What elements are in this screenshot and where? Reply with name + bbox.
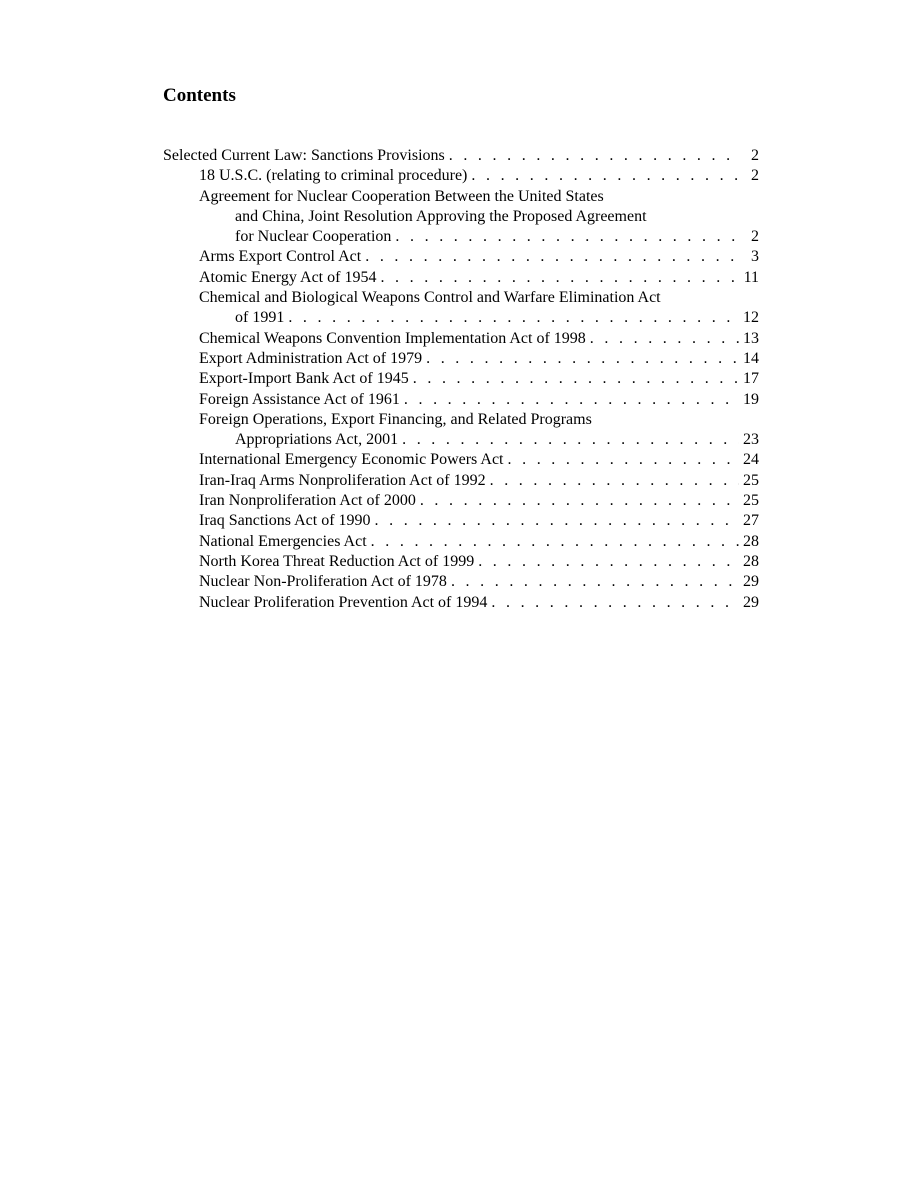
toc-page-number: 2 (751, 228, 759, 246)
toc-entry-line (199, 410, 759, 430)
toc-dot-leader (491, 593, 739, 613)
toc-page-number: 13 (743, 329, 759, 347)
toc-page-number: 29 (743, 593, 759, 611)
toc-page-number: 28 (743, 532, 759, 550)
toc-dot-leader (508, 450, 740, 470)
toc-entry-line (199, 511, 759, 531)
toc-dot-leader (395, 227, 739, 247)
toc-entry-line (199, 308, 759, 328)
toc-entry-title: Iran Nonproliferation Act of 2000 (199, 492, 416, 510)
toc-entry-title: Iraq Sanctions Act of 1990 (199, 512, 371, 530)
toc-page-number: 28 (743, 552, 759, 570)
toc-entry (199, 491, 759, 511)
toc-page-number: 27 (743, 512, 759, 530)
toc-entry (199, 349, 759, 369)
toc-dot-leader (288, 308, 739, 328)
toc-entry-line (199, 288, 759, 308)
toc-entry-title: Chemical and Biological Weapons Control and Warfare Elimination Act (199, 289, 661, 307)
toc-entry-title: Appropriations Act, 2001 (235, 431, 399, 449)
toc-entry-line (199, 450, 759, 470)
toc-dot-leader (375, 511, 739, 531)
toc-entry-title: National Emergencies Act (199, 532, 367, 550)
toc-dot-leader (426, 349, 739, 369)
toc-entry-title: Arms Export Control Act (199, 248, 362, 266)
toc-entry-title: International Emergency Economic Powers Act (199, 451, 504, 469)
toc-entry (163, 146, 759, 166)
toc-entry (199, 450, 759, 470)
toc-entry-title: Foreign Operations, Export Financing, and Related Programs (199, 410, 592, 428)
toc-entry-title: North Korea Threat Reduction Act of 1999 (199, 552, 475, 570)
toc-entry (199, 369, 759, 389)
toc-entry-title: and China, Joint Resolution Approving the Proposed Agreement (235, 207, 647, 225)
toc-dot-leader (371, 532, 739, 552)
toc-entry-title: Foreign Assistance Act of 1961 (199, 390, 400, 408)
toc-entry-line (199, 532, 759, 552)
toc-page-number: 17 (743, 370, 759, 388)
toc-entry-title: Export-Import Bank Act of 1945 (199, 370, 409, 388)
toc-entry-line (199, 349, 759, 369)
toc-dot-leader (402, 430, 739, 450)
toc-dot-leader (420, 491, 739, 511)
toc-page-number: 2 (751, 167, 759, 185)
toc-entry-line (163, 146, 759, 166)
toc-entry-title: Selected Current Law: Sanctions Provisions (163, 147, 445, 164)
toc-dot-leader (451, 572, 739, 592)
toc-entry (199, 166, 759, 186)
toc-entry-line (199, 247, 759, 267)
toc-page-number: 11 (743, 268, 759, 286)
toc-dot-leader (449, 146, 739, 166)
toc-page-number: 2 (751, 147, 759, 164)
toc-entry-title: for Nuclear Cooperation (235, 228, 392, 246)
toc-entry-title: Iran-Iraq Arms Nonproliferation Act of 1992 (199, 471, 486, 489)
toc-entry (199, 471, 759, 491)
toc-page-number: 12 (743, 309, 759, 327)
toc-entry (199, 329, 759, 349)
toc-entry (199, 288, 759, 329)
toc-dot-leader (380, 268, 739, 288)
toc-dot-leader (404, 390, 739, 410)
toc-entry (199, 187, 759, 248)
toc-entry (199, 552, 759, 572)
toc-entry (199, 247, 759, 267)
toc-dot-leader (478, 552, 739, 572)
toc-dot-leader (365, 247, 739, 267)
toc-page-number: 25 (743, 492, 759, 510)
toc-entry (199, 390, 759, 410)
toc-page-number: 3 (751, 248, 759, 266)
toc-entry-line (199, 491, 759, 511)
toc-entry (199, 572, 759, 592)
toc-entry-title: Nuclear Non-Proliferation Act of 1978 (199, 573, 447, 591)
toc-entry (199, 268, 759, 288)
toc-entry-title: Chemical Weapons Convention Implementation Act of 1998 (199, 329, 586, 347)
toc-entry-title: of 1991 (235, 309, 285, 327)
toc-entry-line (199, 552, 759, 572)
toc-entry (199, 410, 759, 451)
toc-page-number: 19 (743, 390, 759, 408)
toc-entry-line (199, 329, 759, 349)
toc-page-number: 25 (743, 471, 759, 489)
toc-dot-leader (490, 471, 739, 491)
toc-entry-title: Nuclear Proliferation Prevention Act of 1994 (199, 593, 488, 611)
toc-entry-title: Export Administration Act of 1979 (199, 349, 423, 367)
toc-entry-title: Agreement for Nuclear Cooperation Between the United States (199, 187, 604, 205)
toc-entry-line (199, 572, 759, 592)
toc-entry-line (199, 207, 759, 227)
toc-entry-title: 18 U.S.C. (relating to criminal procedure) (199, 167, 468, 185)
toc-entry (199, 511, 759, 531)
toc-entry-line (199, 593, 759, 613)
toc-page-number: 29 (743, 573, 759, 591)
toc-dot-leader (590, 329, 739, 349)
toc-dot-leader (471, 166, 739, 186)
toc-page-number: 24 (743, 451, 759, 469)
toc-entry-line (199, 187, 759, 207)
contents-heading: Contents (163, 85, 236, 106)
toc-entry-line (199, 227, 759, 247)
toc-entry-line (199, 369, 759, 389)
toc-entry-line (199, 430, 759, 450)
toc-entry (199, 593, 759, 613)
toc-page-number: 14 (743, 349, 759, 367)
toc-page-number: 23 (743, 431, 759, 449)
toc-entry-line (199, 166, 759, 186)
toc-entry-line (199, 390, 759, 410)
toc-dot-leader (413, 369, 739, 389)
toc-entry-line (199, 471, 759, 491)
table-of-contents (163, 146, 759, 613)
toc-entry-title: Atomic Energy Act of 1954 (199, 268, 377, 286)
toc-entry-line (199, 268, 759, 288)
toc-entry (199, 532, 759, 552)
